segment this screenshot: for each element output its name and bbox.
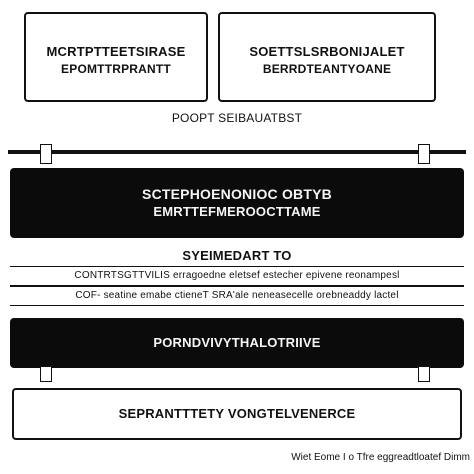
footer-text: Wiet Eome I o Tfre eggreadtloatef Dimm (291, 452, 470, 463)
dark-section-2 (10, 318, 464, 368)
dark-section-1-title: SCTEPHOENONIOC OBTYB (142, 186, 332, 202)
connector-tab-right (418, 144, 430, 164)
info-row-2 (10, 286, 464, 306)
info-section-heading: SYEIMEDART TO (182, 248, 292, 263)
connector-bar (8, 150, 466, 154)
banner-label-text: POOPT SEIBAUATBST (171, 111, 303, 125)
lower-tab-left (40, 366, 52, 382)
top-right-box-title: SOETTSLSRBONIJALET (249, 44, 405, 59)
top-right-box (218, 12, 436, 102)
info-row-1 (10, 266, 464, 286)
bottom-box (12, 388, 462, 440)
info-row-2-text: COF- seatine emabe ctieneT SRA'ale neneasecelle orebneaddy lactel (75, 290, 399, 301)
lower-tab-right (418, 366, 430, 382)
dark-section-1 (10, 168, 464, 238)
dark-section-1-subtitle: EMRTTEFMEROOCTTAME (153, 204, 321, 219)
dark-section-2-label: PORNDVIVYTHALOTRIIVE (153, 335, 321, 350)
top-left-box (24, 12, 208, 102)
top-left-box-subtitle: EPOMTTRPRANTT (61, 62, 171, 76)
banner-label (120, 108, 354, 130)
top-right-box-subtitle: BERRDTEANTYOANE (262, 62, 392, 76)
top-left-box-title: MCRTPTTEETSIRASE (46, 44, 186, 59)
connector-tab-left (40, 144, 52, 164)
bottom-box-label: SEPRANTTTETY VONGTELVENERCE (118, 406, 356, 421)
info-row-1-text: CONTRTSGTTVILIS erragoedne eletsef estecher epivene reonampesl (74, 270, 400, 281)
info-section (10, 240, 464, 312)
